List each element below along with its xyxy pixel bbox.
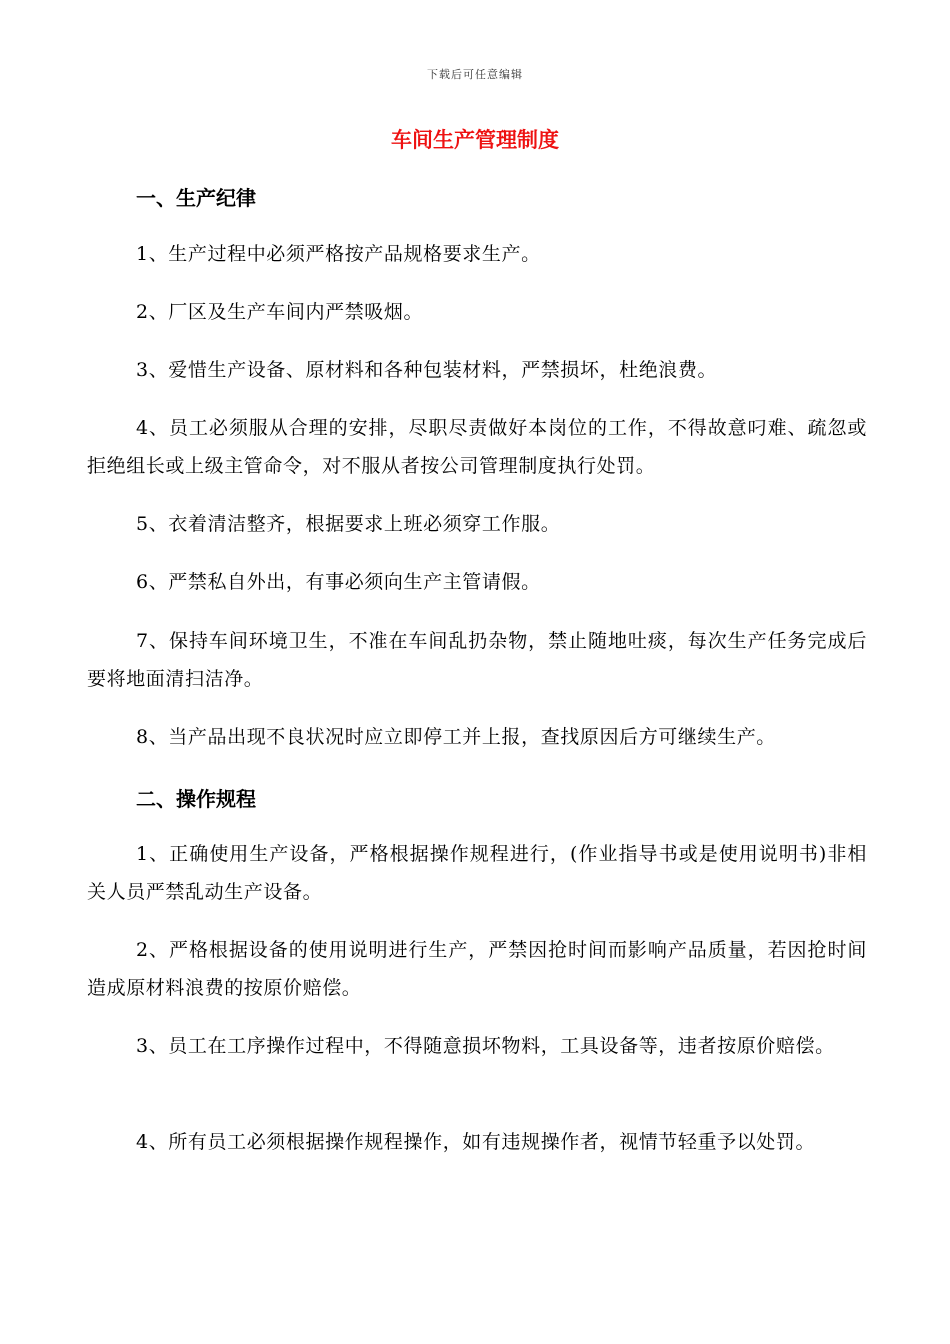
document-title: 车间生产管理制度 [391,128,559,152]
paragraph: 4、员工必须服从合理的安排，尽职尽责做好本岗位的工作，不得故意叼难、疏忽或拒绝组长或上级主管命令，对不服从者按公司管理制度执行处罚。 [87,417,867,477]
paragraph: 4、所有员工必须根据操作规程操作，如有违规操作者，视情节轻重予以处罚。 [136,1131,816,1153]
paragraph: 7、保持车间环境卫生，不准在车间乱扔杂物，禁止随地吐痰，每次生产任务完成后要将地面清扫洁净。 [87,630,867,690]
paragraph: 2、厂区及生产车间内严禁吸烟。 [136,301,424,323]
paragraph: 6、严禁私自外出，有事必须向生产主管请假。 [136,571,541,593]
section-heading-discipline: 一、生产纪律 [136,186,256,210]
paragraph: 1、正确使用生产设备，严格根据操作规程进行，(作业指导书或是使用说明书)非相关人员严禁乱动生产设备。 [87,843,867,903]
section-heading-operation: 二、操作规程 [136,787,256,811]
paragraph: 2、严格根据设备的使用说明进行生产，严禁因抢时间而影响产品质量，若因抢时间造成原材料浪费的按原价赔偿。 [87,939,867,999]
header-note: 下载后可任意编辑 [427,68,523,81]
paragraph: 8、当产品出现不良状况时应立即停工并上报，查找原因后方可继续生产。 [136,726,776,748]
paragraph: 5、衣着清洁整齐，根据要求上班必须穿工作服。 [136,513,561,535]
paragraph: 3、爱惜生产设备、原材料和各种包装材料，严禁损坏，杜绝浪费。 [136,359,718,381]
paragraph: 1、生产过程中必须严格按产品规格要求生产。 [136,243,541,265]
paragraph: 3、员工在工序操作过程中，不得随意损坏物料，工具设备等，违者按原价赔偿。 [136,1035,835,1057]
